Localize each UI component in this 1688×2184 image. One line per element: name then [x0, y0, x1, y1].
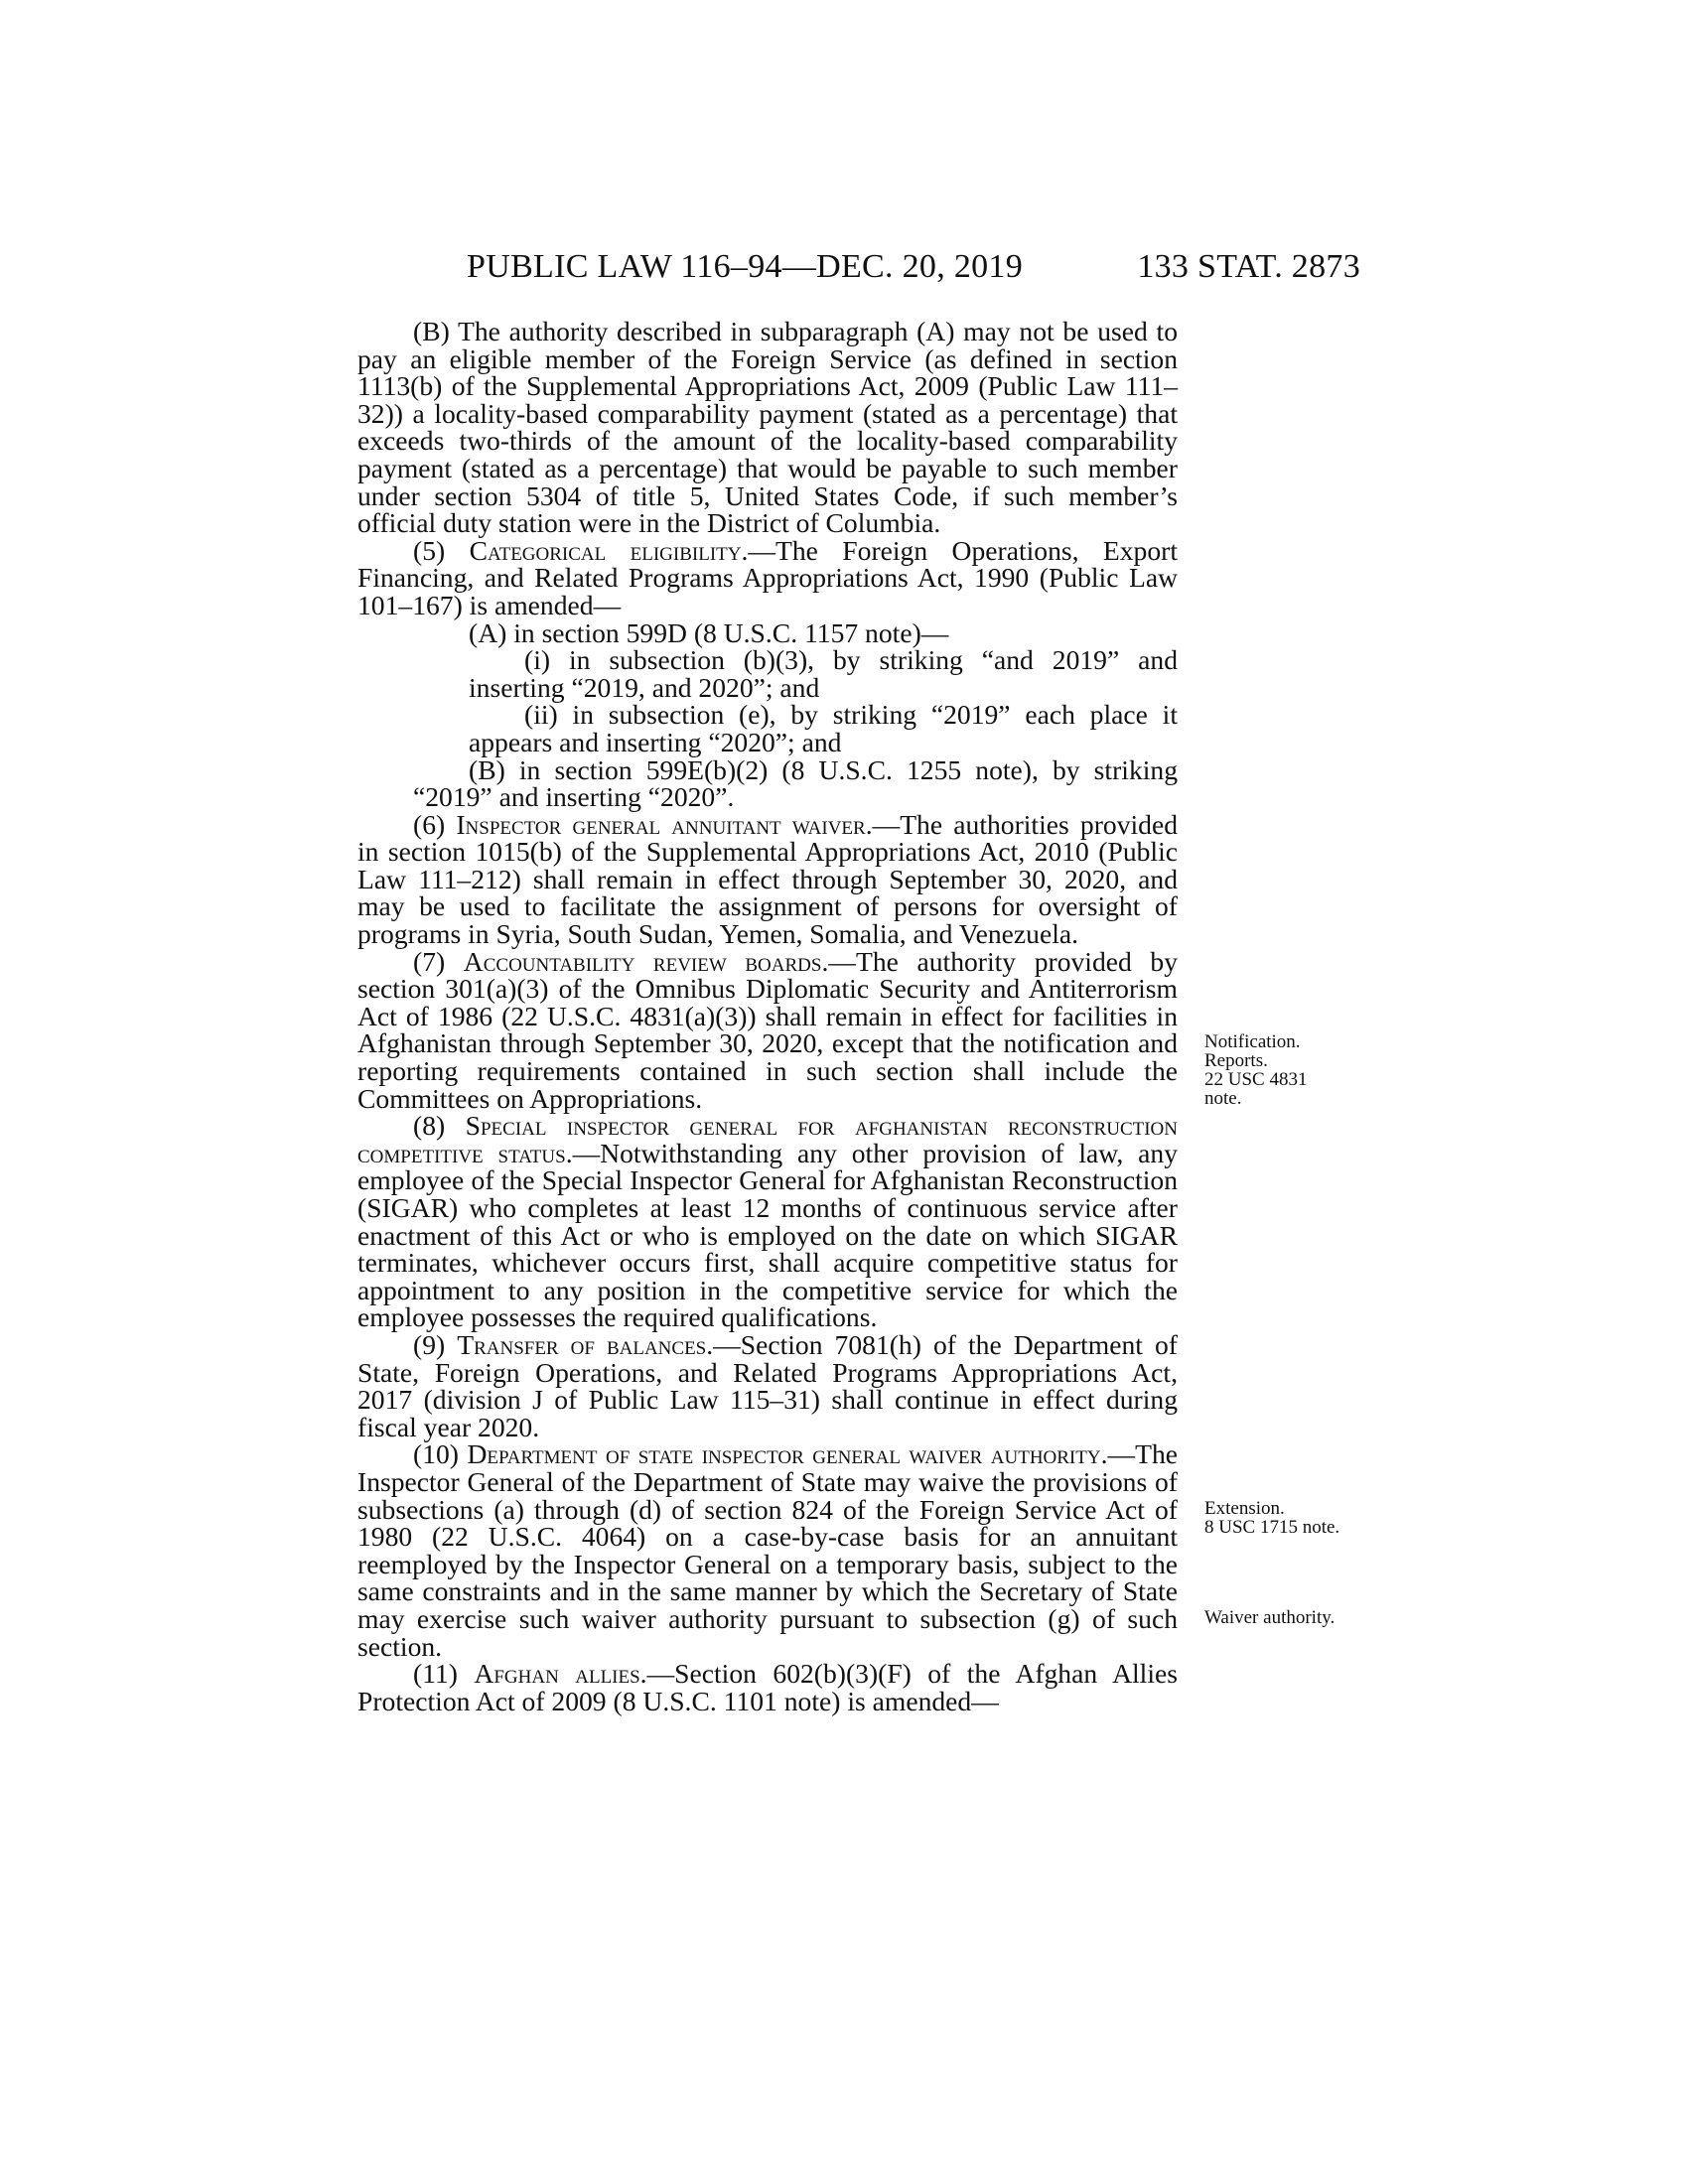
paragraph-5	[357, 534, 1178, 620]
paragraph-5-a-ii: (ii) in subsection (e), by striking “2019” each place it appears and inserting “2020”; and	[469, 699, 1178, 757]
paragraph-7-text: —The authority provided by section 301(a)(3) of the Omnibus Diplomatic Security and Antiterrorism Act of 1986 (22 U.S.C. 4831(a)(3)) shall remain in effect for facilities in Afghanistan through September 30, 2020, except that the notification and reporting requirements contained in such section shall include the Committees on Appropriations.	[357, 945, 1179, 1114]
paragraph-6-heading: Inspector general annuitant waiver.	[456, 808, 873, 840]
margin-note-line: Extension.	[1204, 1498, 1285, 1519]
paragraph-7	[357, 945, 1179, 1114]
paragraph-11-heading: Afghan allies.	[474, 1658, 647, 1690]
paragraph-5-a: (A) in section 599D (8 U.S.C. 1157 note)—	[469, 616, 949, 648]
margin-note-line: Waiver authority.	[1204, 1607, 1336, 1628]
document-body	[357, 318, 1178, 1714]
header-public-law: PUBLIC LAW 116–94—DEC. 20, 2019	[467, 248, 1024, 285]
paragraph-9	[357, 1328, 1178, 1442]
paragraph-7-heading: Accountability review boards.	[463, 945, 829, 977]
paragraph-10-heading: Department of state inspector general waiver authority.	[467, 1438, 1108, 1470]
paragraph-6-number: (6)	[413, 808, 457, 840]
paragraph-9-number: (9)	[413, 1328, 458, 1360]
margin-note-line: 8 USC 1715 note.	[1204, 1517, 1340, 1538]
paragraph-5-a-i: (i) in subsection (b)(3), by striking “and 2019” and inserting “2019, and 2020”; and	[469, 644, 1178, 703]
paragraph-8-text: —Notwithstanding any other provision of law, any employee of the Special Inspector General for Afghanistan Reconstruction (SIGAR) who completes at least 12 months of continuous service after enactment of this Act or who is employed on the date on which SIGAR terminates, whichever occurs first, shall acquire competitive status for appointment to any position in the competitive service for which the employee possesses the required qualifications.	[357, 1137, 1178, 1333]
paragraph-11	[357, 1660, 1178, 1714]
paragraph-8-heading: Special inspector general for afghanistan reconstruction competitive status.	[357, 1110, 1178, 1168]
margin-note-waiver	[1204, 1608, 1373, 1627]
paragraph-11-text: —Section 602(b)(3)(F) of the Afghan Allies Protection Act of 2009 (8 U.S.C. 1101 note) is amended—	[357, 1658, 1178, 1716]
margin-note-line: 22 USC 4831	[1204, 1069, 1308, 1090]
page-header	[467, 248, 1360, 288]
margin-note-line: Reports.	[1204, 1050, 1268, 1071]
paragraph-10-number: (10)	[413, 1438, 468, 1470]
paragraph-5-heading: Categorical eligibility.	[469, 534, 749, 566]
margin-note-line: note.	[1204, 1088, 1242, 1109]
header-stat-page: 133 STAT. 2873	[1137, 248, 1360, 285]
paragraph-8	[357, 1112, 1178, 1331]
paragraph-9-text: —Section 7081(h) of the Department of State, Foreign Operations, and Related Programs Appropriations Act, 2017 (division J of Public Law 115–31) shall continue in effect during fiscal year 2020.	[357, 1328, 1178, 1442]
margin-note-notification	[1204, 1032, 1373, 1108]
paragraph-11-number: (11)	[413, 1658, 475, 1690]
paragraph-5-number: (5)	[413, 534, 470, 566]
paragraph-5-b: (B) in section 599E(b)(2) (8 U.S.C. 1255 note), by striking “2019” and inserting “2020”.	[413, 753, 1178, 813]
margin-note-extension	[1204, 1499, 1373, 1537]
paragraph-7-number: (7)	[413, 945, 464, 977]
margin-note-line: Notification.	[1204, 1031, 1301, 1052]
paragraph-9-heading: Transfer of balances.	[457, 1328, 714, 1360]
paragraph-10-text: —The Inspector General of the Department of State may waive the provisions of subsections (a) through (d) of section 824 of the Foreign Service Act of 1980 (22 U.S.C. 4064) on a case-by-case basis for an annuitant reemployed by the Inspector General on a temporary basis, subject to the same constraints and in the same manner by which the Secretary of State may exercise such waiver authority pursuant to subsection (g) of such section.	[357, 1438, 1178, 1662]
paragraph-10	[357, 1440, 1178, 1660]
paragraph-5-text: —The Foreign Operations, Export Financing, and Related Programs Appropriations Act, 1990 (Public Law 101–167) is amended—	[357, 534, 1178, 620]
paragraph-b: (B) The authority described in subparagraph (A) may not be used to pay an eligible member of the Foreign Service (as defined in section 1113(b) of the Supplemental Appropriations Act, 2009 (Public Law 111–32)) a locality-based comparability payment (stated as a percentage) that exceeds two-thirds of the amount of the locality-based comparability payment (stated as a percentage) that would be payable to such member under section 5304 of title 5, United States Code, if such member’s official duty station were in the District of Columbia.	[357, 316, 1178, 539]
paragraph-8-number: (8)	[413, 1110, 466, 1142]
paragraph-6	[357, 808, 1179, 950]
paragraph-6-text: —The authorities provided in section 1015(b) of the Supplemental Appropriations Act, 2010 (Public Law 111–212) shall remain in effect through September 30, 2020, and may be used to facilitate the assignment of persons for oversight of programs in Syria, South Sudan, Yemen, Somalia, and Venezuela.	[357, 808, 1179, 950]
